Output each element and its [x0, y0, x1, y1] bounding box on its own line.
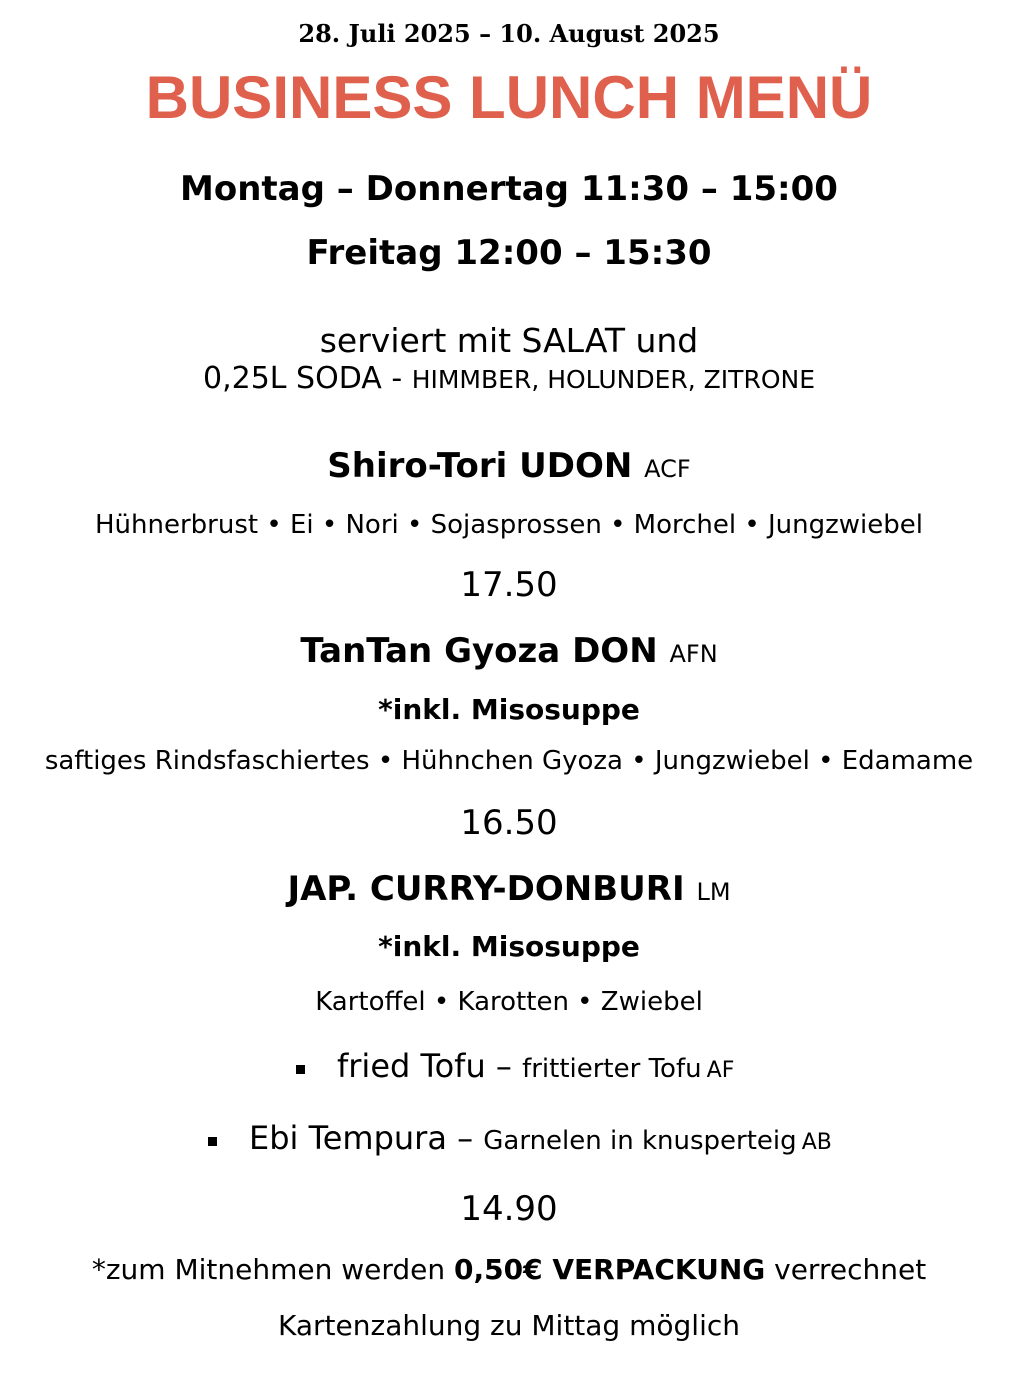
option-dash: – [446, 1119, 484, 1157]
allergen-codes: ACF [644, 455, 691, 483]
opening-hours-weekdays: Montag – Donnertag 11:30 – 15:00 [180, 169, 838, 209]
allergen-codes: AB [801, 1130, 832, 1155]
soda-label: 0,25L SODA - [202, 361, 412, 396]
dish-title: Shiro-Tori UDON [327, 446, 633, 486]
dish-price: 14.90 [460, 1189, 558, 1229]
dish-name [0, 869, 1018, 909]
date-range: 28. Juli 2025 – 10. August 2025 [298, 19, 720, 48]
option-dash: – [485, 1047, 523, 1085]
dish-name [0, 446, 1018, 486]
dish-option [296, 1047, 735, 1085]
dish-ingredients: Kartoffel • Karotten • Zwiebel [315, 987, 703, 1017]
dish-title: JAP. CURRY-DONBURI [287, 869, 685, 909]
opening-hours-friday: Freitag 12:00 – 15:30 [306, 233, 712, 273]
card-payment-note: Kartenzahlung zu Mittag möglich [278, 1309, 740, 1342]
dish-title: TanTan Gyoza DON [300, 631, 658, 671]
allergen-codes: LM [696, 878, 731, 906]
dish-price: 17.50 [460, 565, 558, 605]
page-title: BUSINESS LUNCH MENÜ [145, 64, 873, 131]
served-with-line-1: serviert mit SALAT und [319, 321, 699, 360]
option-name: Ebi Tempura [249, 1119, 447, 1157]
option-description: Garnelen in knusperteig [483, 1126, 797, 1156]
dish-price: 16.50 [460, 803, 558, 843]
option-name: fried Tofu [337, 1047, 486, 1085]
square-bullet-icon [296, 1065, 305, 1074]
dish-ingredients: Hühnerbrust • Ei • Nori • Sojasprossen • Morchel • Jungzwiebel [95, 510, 923, 540]
takeaway-suffix: verrechnet [765, 1253, 927, 1286]
dish-option [208, 1119, 832, 1157]
soda-flavors: HIMMBER, HOLUNDER, ZITRONE [411, 365, 815, 394]
takeaway-prefix: *zum Mitnehmen werden [91, 1253, 455, 1286]
dish-ingredients: saftiges Rindsfaschiertes • Hühnchen Gyoza • Jungzwiebel • Edamame [44, 746, 974, 776]
allergen-codes: AF [706, 1058, 735, 1083]
allergen-codes: AFN [669, 640, 718, 668]
packaging-fee: 0,50€ VERPACKUNG [454, 1253, 766, 1286]
dish-extra: *inkl. Misosuppe [378, 693, 640, 726]
dish-extra: *inkl. Misosuppe [378, 930, 640, 963]
takeaway-note [0, 1253, 1018, 1286]
served-with-line-2 [0, 361, 1018, 396]
option-description: frittierter Tofu [522, 1054, 702, 1084]
dish-name [0, 631, 1018, 671]
square-bullet-icon [208, 1137, 217, 1146]
